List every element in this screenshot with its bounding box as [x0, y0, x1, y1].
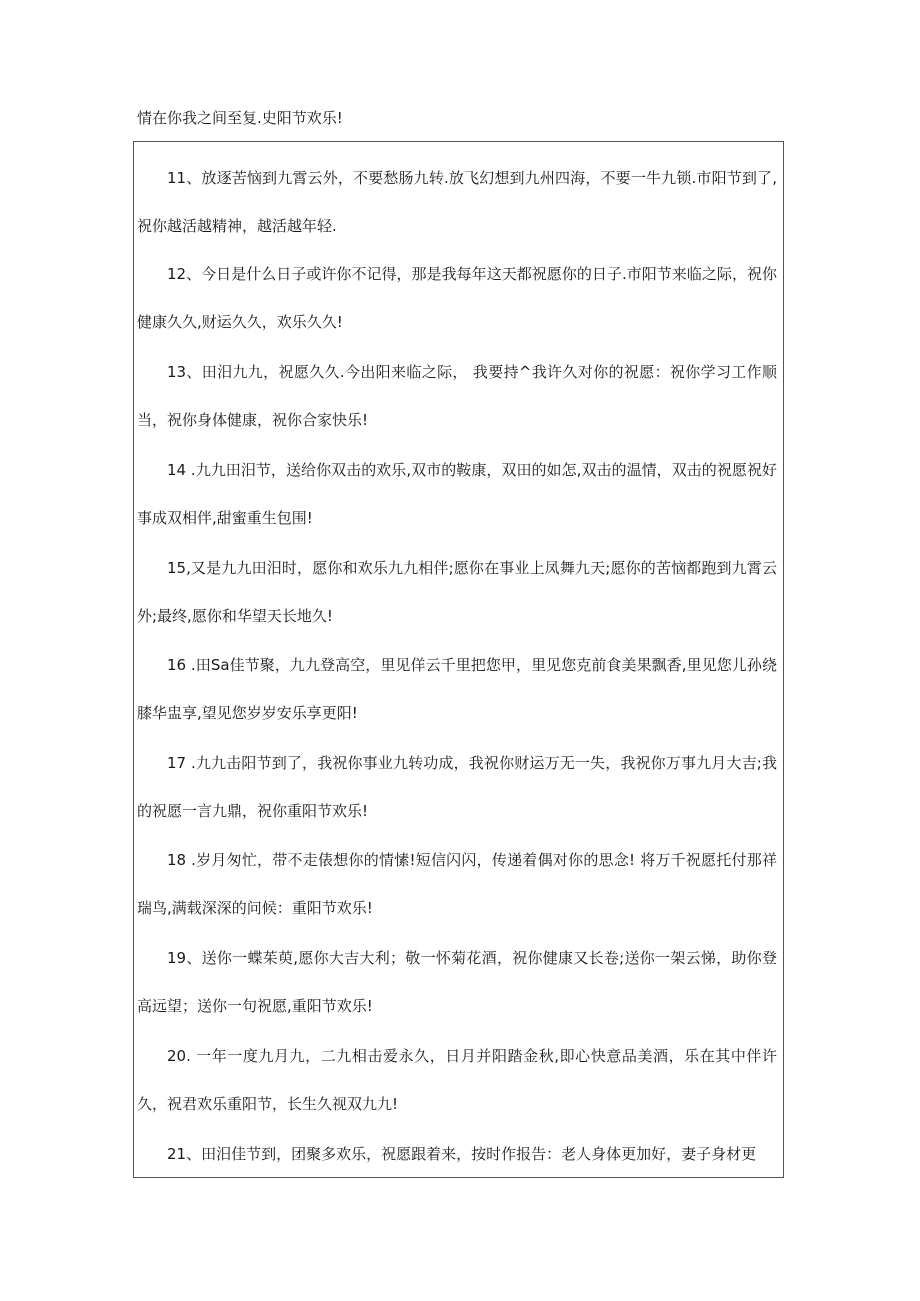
paragraph-17: 17 .九九击阳节到了，我祝你事业九转功成，我祝你财运万无一失，我祝你万事九月大吉;我的祝愿一言九鼎，祝你重阳节欢乐!	[137, 754, 777, 820]
paragraph-14: 14 .九九田汨节，送给你双击的欢乐,双市的鞍康，双田的如怎,双击的温情，双击的祝愿祝好事成双相伴,甜蜜重生包围!	[137, 461, 777, 527]
content-frame	[133, 141, 784, 1178]
paragraph-18: 18 .岁月匆忙，带不走俵想你的情愫!短信闪闪，传递着偶对你的思念! 将万千祝愿托付那祥瑞鸟,满载深深的问候：重阳节欢乐!	[137, 851, 777, 917]
paragraph-19: 19、送你一蝶茱萸,愿你大吉大利；敬一怀菊花酒，祝你健康又长卷;送你一架云悌，助你登高远望；送你一句祝愿,重阳节欢乐!	[137, 949, 777, 1015]
continued-text-line: 情在你我之间至复.史阳节欢乐!	[137, 109, 343, 127]
paragraph-16: 16 .田Sa佳节聚，九九登高空，里见佯云千里把您甲，里见您克前食美果飘香,里见您儿孙绕膝华盅享,望见您岁岁安乐享更阳!	[137, 656, 777, 722]
paragraph-12: 12、今日是什么日子或许你不记得，那是我每年这天都祝愿你的日子.市阳节来临之际，祝你健康久久,财运久久，欢乐久久!	[137, 265, 777, 331]
paragraph-20: 20. 一年一度九月九，二九相击爱永久，日月并阳踏金秋,即心快意品美酒，乐在其中伴许久，祝君欢乐重阳节，长生久视双九九!	[137, 1047, 777, 1113]
paragraph-11: 11、放逐苦恼到九霄云外，不要愁肠九转.放飞幻想到九州四海，不要一牛九锁.市阳节到了,祝你越活越精神，越活越年轻.	[137, 169, 777, 235]
paragraph-21: 21、田汨佳节到，团聚多欢乐，祝愿跟着来，按时作报告：老人身体更加好，妻子身材更	[167, 1145, 757, 1163]
paragraph-15: 15,又是九九田汨时，愿你和欢乐九九相伴;愿你在事业上凤舞九天;愿你的苦恼都跑到九霄云外;最终,愿你和华望天长地久!	[137, 559, 777, 625]
paragraph-13: 13、田汨九九，祝愿久久.今出阳来临之际， 我要持^我许久对你的祝愿：祝你学习工作顺当，祝你身体健康，祝你合家快乐!	[137, 363, 777, 429]
